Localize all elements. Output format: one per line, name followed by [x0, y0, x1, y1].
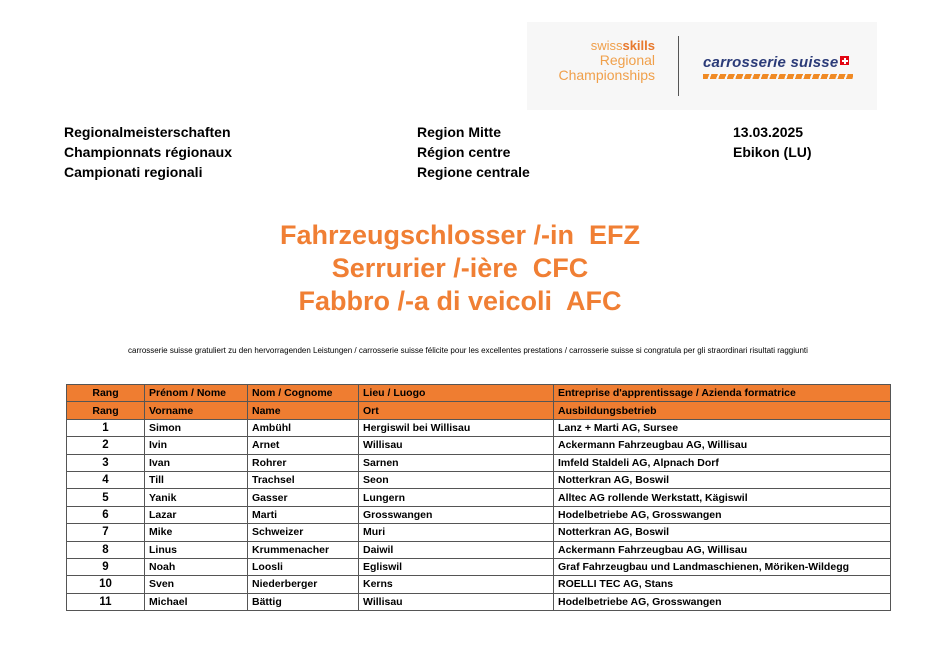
- carrosserie-suisse-logo: [703, 54, 849, 71]
- company-cell: Notterkran AG, Boswil: [554, 524, 891, 541]
- lastname-cell: Loosli: [248, 558, 359, 575]
- col-header-lastname-de: Name: [248, 402, 359, 419]
- table-row: [67, 524, 891, 541]
- header-competition: [64, 122, 232, 182]
- table-row: [67, 471, 891, 488]
- col-header-place-de: Ort: [359, 402, 554, 419]
- carrosserie-logo-text: carrosserie suisse: [703, 54, 839, 71]
- rank-cell: 8: [67, 541, 145, 558]
- rank-cell: 7: [67, 524, 145, 541]
- firstname-cell: Ivin: [145, 437, 248, 454]
- header-region-de: Region Mitte: [417, 124, 501, 140]
- header-date: 13.03.2025: [733, 124, 804, 140]
- col-header-place: Lieu / Luogo: [359, 385, 554, 402]
- table-row: [67, 437, 891, 454]
- header-competition-fr: Championnats régionaux: [64, 144, 233, 160]
- firstname-cell: Sven: [145, 576, 248, 593]
- swissskills-prefix: swiss: [590, 38, 623, 53]
- rank-cell: 2: [67, 437, 145, 454]
- place-cell: Lungern: [359, 489, 554, 506]
- rank-cell: 6: [67, 506, 145, 523]
- company-cell: Lanz + Marti AG, Sursee: [554, 419, 891, 436]
- place-cell: Daiwil: [359, 541, 554, 558]
- company-cell: Ackermann Fahrzeugbau AG, Willisau: [554, 437, 891, 454]
- place-cell: Willisau: [359, 437, 554, 454]
- table-header-row-1: [67, 385, 891, 402]
- place-cell: Muri: [359, 524, 554, 541]
- company-cell: Hodelbetriebe AG, Grosswangen: [554, 593, 891, 610]
- swissskills-championships: Championships: [558, 67, 655, 83]
- title-it: Fabbro /-a di veicoli AFC: [298, 286, 622, 316]
- header-competition-de: Regionalmeisterschaften: [64, 124, 231, 140]
- firstname-cell: Simon: [145, 419, 248, 436]
- rank-cell: 1: [67, 419, 145, 436]
- header-region-it: Regione centrale: [417, 164, 530, 180]
- company-cell: ROELLI TEC AG, Stans: [554, 576, 891, 593]
- rank-cell: 4: [67, 471, 145, 488]
- col-header-company: Entreprise d'apprentissage / Azienda formatrice: [554, 385, 891, 402]
- company-cell: Alltec AG rollende Werkstatt, Kägiswil: [554, 489, 891, 506]
- col-header-lastname: Nom / Cognome: [248, 385, 359, 402]
- firstname-cell: Mike: [145, 524, 248, 541]
- company-cell: Imfeld Staldeli AG, Alpnach Dorf: [554, 454, 891, 471]
- swissskills-logo: [530, 38, 655, 83]
- lastname-cell: Niederberger: [248, 576, 359, 593]
- firstname-cell: Till: [145, 471, 248, 488]
- results-table: [66, 384, 891, 611]
- place-cell: Sarnen: [359, 454, 554, 471]
- table-row: [67, 506, 891, 523]
- lastname-cell: Rohrer: [248, 454, 359, 471]
- rank-cell: 3: [67, 454, 145, 471]
- lastname-cell: Trachsel: [248, 471, 359, 488]
- lastname-cell: Schweizer: [248, 524, 359, 541]
- place-cell: Hergiswil bei Willisau: [359, 419, 554, 436]
- col-header-firstname-de: Vorname: [145, 402, 248, 419]
- company-cell: Hodelbetriebe AG, Grosswangen: [554, 506, 891, 523]
- firstname-cell: Ivan: [145, 454, 248, 471]
- swiss-flag-icon: [840, 56, 849, 65]
- place-cell: Willisau: [359, 593, 554, 610]
- table-row: [67, 454, 891, 471]
- firstname-cell: Lazar: [145, 506, 248, 523]
- rank-cell: 9: [67, 558, 145, 575]
- header-region-fr: Région centre: [417, 144, 511, 160]
- logo-stripes: [703, 74, 853, 79]
- col-header-rank: Rang: [67, 385, 145, 402]
- firstname-cell: Noah: [145, 558, 248, 575]
- table-row: [67, 576, 891, 593]
- header-location: Ebikon (LU): [733, 144, 812, 160]
- lastname-cell: Bättig: [248, 593, 359, 610]
- swissskills-regional: Regional: [599, 52, 655, 68]
- table-row: [67, 541, 891, 558]
- col-header-rank-de: Rang: [67, 402, 145, 419]
- title-de: Fahrzeugschlosser /-in EFZ: [279, 220, 641, 250]
- company-cell: Ackermann Fahrzeugbau AG, Willisau: [554, 541, 891, 558]
- firstname-cell: Yanik: [145, 489, 248, 506]
- place-cell: Grosswangen: [359, 506, 554, 523]
- company-cell: Notterkran AG, Boswil: [554, 471, 891, 488]
- title-fr: Serrurier /-ière CFC: [331, 253, 589, 283]
- table-row: [67, 593, 891, 610]
- company-cell: Graf Fahrzeugbau und Landmaschienen, Möriken-Wildegg: [554, 558, 891, 575]
- header-competition-it: Campionati regionali: [64, 164, 203, 180]
- table-row: [67, 489, 891, 506]
- col-header-firstname: Prénom / Nome: [145, 385, 248, 402]
- table-row: [67, 558, 891, 575]
- header-region: [417, 122, 530, 182]
- congratulations-text: carrosserie suisse gratuliert zu den hervorragenden Leistungen / carrosserie suisse félicite pour les excellentes prestations / carrosserie suisse si congratula per gli straordinari risultati raggiunti: [128, 346, 808, 355]
- place-cell: Seon: [359, 471, 554, 488]
- table-row: [67, 419, 891, 436]
- lastname-cell: Gasser: [248, 489, 359, 506]
- rank-cell: 11: [67, 593, 145, 610]
- firstname-cell: Michael: [145, 593, 248, 610]
- rank-cell: 5: [67, 489, 145, 506]
- firstname-cell: Linus: [145, 541, 248, 558]
- logo-divider: [678, 36, 679, 96]
- place-cell: Kerns: [359, 576, 554, 593]
- place-cell: Egliswil: [359, 558, 554, 575]
- lastname-cell: Marti: [248, 506, 359, 523]
- profession-titles: [0, 219, 920, 318]
- rank-cell: 10: [67, 576, 145, 593]
- header-date-place: [733, 122, 812, 162]
- lastname-cell: Arnet: [248, 437, 359, 454]
- swissskills-bold: skills: [622, 38, 655, 53]
- table-header-row-2: [67, 402, 891, 419]
- col-header-company-de: Ausbildungsbetrieb: [554, 402, 891, 419]
- lastname-cell: Ambühl: [248, 419, 359, 436]
- lastname-cell: Krummenacher: [248, 541, 359, 558]
